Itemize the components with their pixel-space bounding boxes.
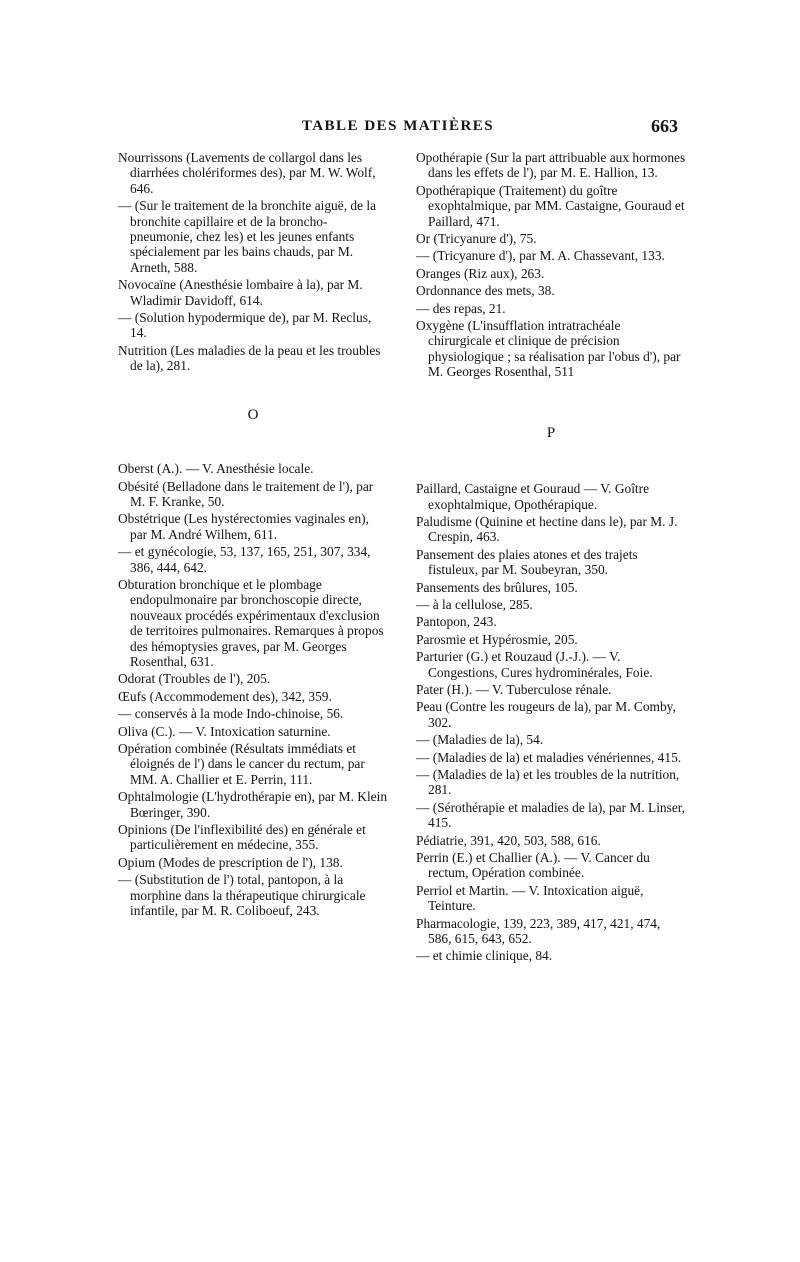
index-entry: Obturation bronchique et le plombage endopulmonaire par bronchoscopie directe, nouveaux procédés expérimentaux d'exclusion de territoires pulmonaires. Remarques à propos des hémoptysies graves, par M. Georges Rosenthal, 631. (118, 576, 384, 669)
index-entry: — (Sérothérapie et maladies de la), par M. Linser, 415. (416, 799, 686, 831)
index-entry: — (Solution hypodermique de), par M. Reclus, 14. (118, 310, 372, 341)
index-entry: — (Maladies de la) et maladies vénériennes, 415. (416, 749, 682, 765)
index-entry: Pansements des brûlures, 105. (416, 579, 578, 595)
index-entry: — et gynécologie, 53, 137, 165, 251, 307, 334, 386, 444, 642. (118, 544, 371, 575)
index-entry: — (Substitution de l') total, pantopon, à la morphine dans la thérapeutique chirurgicale infantile, par M. R. Coliboeuf, 243. (118, 872, 366, 919)
index-entry: Oberst (A.). — V. Anesthésie locale. (118, 461, 314, 477)
index-entry: Paludisme (Quinine et hectine dans le), par M. J. Crespin, 463. (416, 513, 678, 545)
index-entry: Perrin (E.) et Challier (A.). — V. Cancer du rectum, Opération combinée. (416, 850, 650, 881)
index-entry: Oranges (Riz aux), 263. (416, 265, 545, 281)
running-head (118, 118, 678, 142)
index-entry: — et chimie clinique, 84. (416, 948, 553, 964)
left-column (118, 150, 388, 920)
index-entry: — (Maladies de la), 54. (416, 732, 544, 748)
index-entry: Pater (H.). — V. Tuberculose rénale. (416, 681, 612, 697)
section-letter-o: O (247, 406, 259, 423)
index-entry: — (Tricyanure d'), par M. A. Chassevant, 133. (416, 248, 665, 264)
index-entry: — à la cellulose, 285. (416, 596, 533, 612)
index-entry: Pharmacologie, 139, 223, 389, 417, 421, 474, 586, 615, 643, 652. (416, 915, 661, 947)
index-entry: Peau (Contre les rougeurs de la), par M. Comby, 302. (416, 699, 676, 730)
index-entry: — (Maladies de la) et les troubles de la nutrition, 281. (416, 767, 680, 798)
index-entry: — des repas, 21. (416, 300, 506, 316)
index-entry: Nourrissons (Lavements de collargol dans les diarrhées cholériformes des), par M. W. Wolf, 646. (118, 150, 376, 196)
index-entry: Nutrition (Les maladies de la peau et les troubles de la), 281. (118, 342, 381, 374)
index-entry: Paillard, Castaigne et Gouraud — V. Goître exophtalmique, Opothérapique. (416, 481, 650, 512)
index-entry: Ordonnance des mets, 38. (416, 283, 555, 299)
index-entry: Pantopon, 243. (416, 614, 497, 630)
index-entry: Parosmie et Hypérosmie, 205. (416, 631, 578, 647)
index-entry: Opium (Modes de prescription de l'), 138. (118, 854, 343, 870)
index-entry: Oxygène (L'insufflation intratrachéale chirurgicale et clinique de précision physiologique ; sa réalisation par l'obus d'), par M. Georges Rosenthal, 511 (416, 318, 681, 380)
index-entry: Obésité (Belladone dans le traitement de l'), par M. F. Kranke, 50. (118, 478, 374, 509)
index-entry: Opothérapique (Traitement) du goître exophtalmique, par MM. Castaigne, Gouraud et Paillard, 471. (416, 182, 685, 229)
right-column (416, 150, 686, 966)
index-entry: Pédiatrie, 391, 420, 503, 588, 616. (416, 832, 601, 848)
index-entry: Perriol et Martin. — V. Intoxication aiguë, Teinture. (416, 882, 644, 914)
index-entry: Opération combinée (Résultats immédiats et éloignés de l') dans le cancer du rectum, par MM. A. Challier et E. Perrin, 111. (118, 741, 365, 787)
index-entry: — (Sur le traitement de la bronchite aiguë, de la bronchite capillaire et de la broncho-pneumonie, chez les) et les jeunes enfants spécialement par les bains chauds, par M. Arneth, 588. (118, 198, 377, 275)
index-entry: Or (Tricyanure d'), 75. (416, 231, 537, 247)
index-entry: Œufs (Accommodement des), 342, 359. (118, 688, 332, 704)
index-entry: Pansement des plaies atones et des trajets fistuleux, par M. Soubeyran, 350. (416, 546, 638, 578)
index-entry: Odorat (Troubles de l'), 205. (118, 671, 271, 687)
index-entry: Parturier (G.) et Rouzaud (J.-J.). — V. Congestions, Cures hydrominérales, Foie. (416, 649, 653, 680)
index-entry: Opothérapie (Sur la part attribuable aux hormones dans les effets de l'), par M. E. Hallion, 13. (416, 150, 686, 181)
page-number: 663 (651, 116, 678, 136)
index-entry: — conservés à la mode Indo-chinoise, 56. (118, 706, 344, 722)
index-entry: Ophtalmologie (L'hydrothérapie en), par M. Klein Bœringer, 390. (118, 789, 388, 820)
index-entry: Oliva (C.). — V. Intoxication saturnine. (118, 723, 331, 739)
section-letter-p: P (546, 424, 556, 441)
index-entry: Opinions (De l'inflexibilité des) en générale et particulièrement en médecine, 355. (118, 822, 366, 853)
running-title: TABLE DES MATIÈRES (301, 118, 495, 134)
index-entry: Novocaïne (Anesthésie lombaire à la), par M. Wladimir Davidoff, 614. (118, 277, 363, 308)
index-entry: Obstétrique (Les hystérectomies vaginales en), par M. André Wilhem, 611. (118, 511, 369, 542)
